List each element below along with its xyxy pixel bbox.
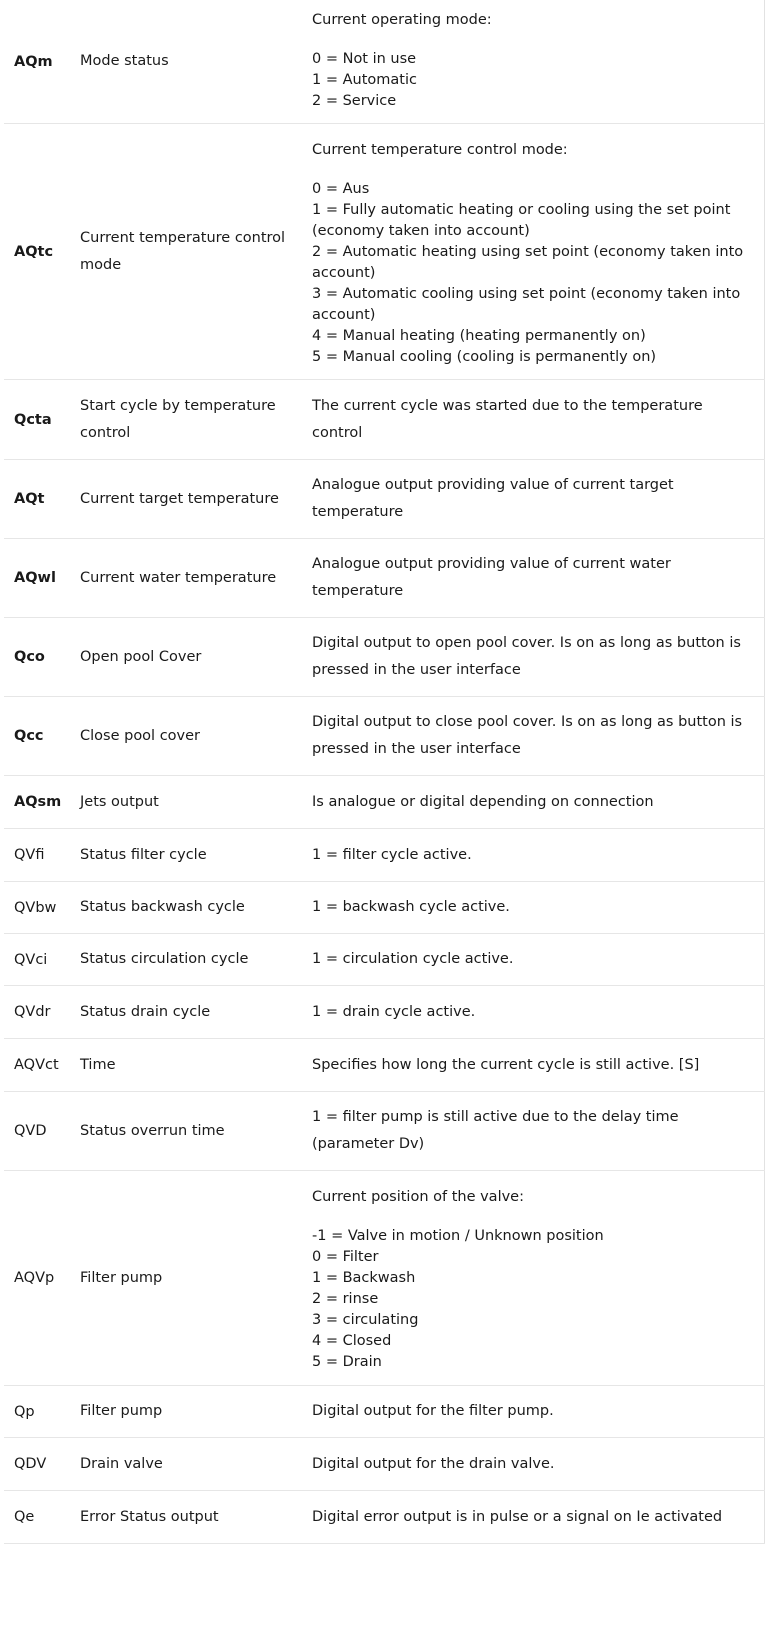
table-row xyxy=(4,0,765,124)
signal-code: Qcc xyxy=(14,728,44,744)
signal-code: AQwl xyxy=(14,570,56,586)
table-row xyxy=(4,1171,765,1386)
signal-description: Analogue output providing value of current target temperature xyxy=(312,477,674,520)
table-row xyxy=(4,1039,765,1092)
description-line: 0 = Filter xyxy=(312,1249,379,1265)
signal-description: Analogue output providing value of current water temperature xyxy=(312,556,671,599)
signal-description: Specifies how long the current cycle is still active. [S] xyxy=(312,1056,700,1073)
table-row xyxy=(4,829,765,882)
signal-code: AQm xyxy=(14,53,53,70)
signal-code: Qp xyxy=(14,1403,35,1420)
table-row xyxy=(4,697,765,776)
signal-name: Status circulation cycle xyxy=(80,951,249,967)
signal-code: QVbw xyxy=(14,899,57,916)
description-line: 2 = Automatic heating using set point (economy taken into account) xyxy=(312,244,744,281)
signal-description: Is analogue or digital depending on connection xyxy=(312,793,654,810)
signal-description xyxy=(312,0,752,123)
signal-name: Mode status xyxy=(80,53,169,69)
description-line: 2 = rinse xyxy=(312,1291,379,1307)
signal-code: QVD xyxy=(14,1123,47,1139)
signal-name: Status backwash cycle xyxy=(80,899,245,915)
signal-description xyxy=(312,124,752,379)
description-line: 1 = Backwash xyxy=(312,1270,416,1286)
description-line: 3 = circulating xyxy=(312,1312,419,1328)
signal-code: AQsm xyxy=(14,794,62,810)
signal-name: Current water temperature xyxy=(80,569,277,586)
signal-code: QDV xyxy=(14,1456,47,1472)
signal-description: 1 = backwash cycle active. xyxy=(312,899,510,915)
signal-description: 1 = filter cycle active. xyxy=(312,846,472,863)
signal-code: AQVp xyxy=(14,1270,55,1286)
signal-description: Digital output to close pool cover. Is on as long as button is pressed in the user interface xyxy=(312,714,743,757)
signal-name: Filter pump xyxy=(80,1403,163,1419)
signal-name: Open pool Cover xyxy=(80,648,202,665)
table-row xyxy=(4,882,765,934)
signal-name: Current target temperature xyxy=(80,490,279,507)
description-line: 3 = Automatic cooling using set point (economy taken into account) xyxy=(312,286,741,323)
signal-code: QVci xyxy=(14,951,48,968)
description-intro: Current temperature control mode: xyxy=(312,142,568,158)
signal-name: Time xyxy=(80,1056,116,1073)
signal-code: AQt xyxy=(14,491,45,507)
signal-name: Status filter cycle xyxy=(80,846,207,863)
signal-description: The current cycle was started due to the temperature control xyxy=(312,397,703,441)
signal-name: Error Status output xyxy=(80,1508,219,1525)
signal-code: Qcta xyxy=(14,411,52,428)
signal-code: QVdr xyxy=(14,1004,51,1020)
table-row xyxy=(4,380,765,460)
description-line: 1 = Fully automatic heating or cooling using the set point (economy taken into account) xyxy=(312,202,731,239)
description-line: 4 = Closed xyxy=(312,1333,392,1349)
signal-code: QVfi xyxy=(14,847,45,863)
signal-name: Drain valve xyxy=(80,1455,163,1472)
table-row xyxy=(4,934,765,986)
signal-description: 1 = filter pump is still active due to the delay time (parameter Dv) xyxy=(312,1109,679,1152)
signal-description: Digital error output is in pulse or a signal on Ie activated xyxy=(312,1508,723,1525)
description-intro: Current position of the valve: xyxy=(312,1189,524,1205)
signal-code: Qco xyxy=(14,649,45,665)
description-line: 1 = Automatic xyxy=(312,72,417,88)
table-row xyxy=(4,1491,765,1544)
description-line: 2 = Service xyxy=(312,93,397,109)
description-intro: Current operating mode: xyxy=(312,12,492,28)
description-line: 0 = Not in use xyxy=(312,51,417,67)
signal-name: Jets output xyxy=(80,793,159,810)
signal-description: 1 = circulation cycle active. xyxy=(312,951,514,967)
table-row xyxy=(4,1386,765,1438)
signal-name: Start cycle by temperature control xyxy=(80,397,276,441)
table-row xyxy=(4,776,765,829)
table-row xyxy=(4,986,765,1039)
signal-name: Filter pump xyxy=(80,1269,163,1286)
description-line: 5 = Manual cooling (cooling is permanently on) xyxy=(312,349,657,365)
description-line: -1 = Valve in motion / Unknown position xyxy=(312,1228,604,1244)
table-row xyxy=(4,124,765,380)
signal-description xyxy=(312,1171,752,1385)
signal-description: Digital output for the filter pump. xyxy=(312,1403,554,1419)
signal-name: Status drain cycle xyxy=(80,1003,211,1020)
table-row xyxy=(4,1438,765,1491)
table-row xyxy=(4,539,765,618)
signal-description: 1 = drain cycle active. xyxy=(312,1003,476,1020)
table-row xyxy=(4,460,765,539)
signal-description: Digital output to open pool cover. Is on as long as button is pressed in the user interface xyxy=(312,635,741,678)
description-line: 0 = Aus xyxy=(312,181,370,197)
description-line: 5 = Drain xyxy=(312,1354,382,1370)
signal-name: Status overrun time xyxy=(80,1122,225,1139)
signal-name: Current temperature control mode xyxy=(80,229,286,273)
table-row xyxy=(4,618,765,697)
signal-code: Qe xyxy=(14,1509,35,1525)
description-line: 4 = Manual heating (heating permanently on) xyxy=(312,328,646,344)
signal-name: Close pool cover xyxy=(80,727,201,744)
table-row xyxy=(4,1092,765,1171)
signal-description: Digital output for the drain valve. xyxy=(312,1455,555,1472)
signal-code: AQtc xyxy=(14,243,54,260)
signal-code: AQVct xyxy=(14,1057,59,1073)
